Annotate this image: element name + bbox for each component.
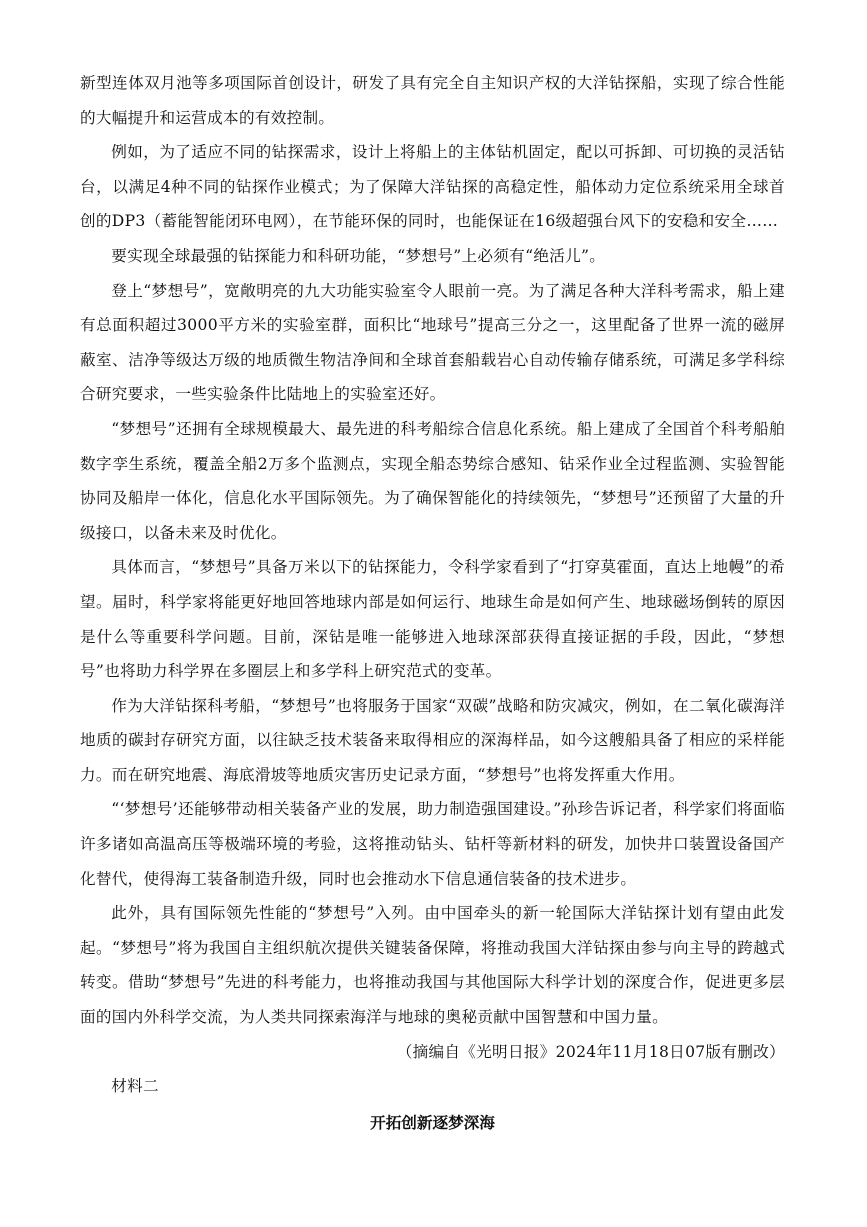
paragraph-9: 此外，具有国际领先性能的“梦想号”入列。由中国牵头的新一轮国际大洋钻探计划有望由此发起。“梦想号”将为我国自主组织航次提供关键装备保障，将推动我国大洋钻探由参与向主导的跨越式转变。借助“梦想号”先进的科考能力，也将推动我国与其他国际大科学计划的深度合作，促进更多层面的国内外科学交流，为人类共同探索海洋与地球的奥秘贡献中国智慧和中国力量。 [80, 904, 785, 1027]
section-title: 开拓创新逐梦深海 [370, 1113, 495, 1132]
paragraph-3: 要实现全球最强的钻探能力和科研功能，“梦想号”上必须有“绝活儿”。 [111, 246, 606, 265]
paragraph-2: 例如，为了适应不同的钻探需求，设计上将船上的主体钻机固定，配以可拆卸、可切换的灵活钻台，以满足4种不同的钻探作业模式；为了保障大洋钻探的高稳定性，船体动力定位系统采用全球首创的DP3（蓄能智能闭环电网），在节能环保的同时，也能保证在16级超强台风下的安稳和安全…… [80, 143, 785, 231]
paragraph-6: 具体而言，“梦想号”具备万米以下的钻探能力，令科学家看到了“打穿莫霍面，直达上地幔”的希望。届时，科学家将能更好地回答地球内部是如何运行、地球生命是如何产生、地球磁场倒转的原因是什么等重要科学问题。目前，深钻是唯一能够进入地球深部获得直接证据的手段，因此，“梦想号”也将助力科学界在多圈层上和多学科上研究范式的变革。 [80, 558, 785, 681]
paragraph-4: 登上“梦想号”，宽敞明亮的九大功能实验室令人眼前一亮。为了满足各种大洋科考需求，船上建有总面积超过3000平方米的实验室群，面积比“地球号”提高三分之一，这里配备了世界一流的磁屏蔽室、洁净等级达万级的地质微生物洁净间和全球首套船载岩心自动传输存储系统，可满足多学科综合研究要求，一些实验条件比陆地上的实验室还好。 [80, 281, 785, 404]
paragraph-8: “‘梦想号’还能够带动相关装备产业的发展，助力制造强国建设。”孙珍告诉记者，科学家们将面临许多诸如高温高压等极端环境的考验，这将推动钻头、钻杆等新材料的研发，加快井口装置设备国产化替代，使得海工装备制造升级，同时也会推动水下信息通信装备的技术进步。 [80, 800, 785, 888]
document-page [80, 66, 785, 1140]
paragraph-7: 作为大洋钻探科考船，“梦想号”也将服务于国家“双碳”战略和防灾减灾，例如，在二氧化碳海洋地质的碳封存研究方面，以往缺乏技术装备来取得相应的深海样品，如今这艘船具备了相应的采样能力。而在研究地震、海底滑坡等地质灾害历史记录方面，“梦想号”也将发挥重大作用。 [80, 696, 785, 784]
material-label: 材料二 [111, 1077, 159, 1096]
paragraph-5: “梦想号”还拥有全球规模最大、最先进的科考船综合信息化系统。船上建成了全国首个科考船舶数字孪生系统，覆盖全船2万多个监测点，实现全船态势综合感知、钻采作业全过程监测、实验智能协同及船岸一体化，信息化水平国际领先。为了确保智能化的持续领先，“梦想号”还预留了大量的升级接口，以备未来及时优化。 [80, 419, 785, 542]
source-citation: （摘编自《光明日报》2024年11月18日07版有删改） [396, 1042, 785, 1061]
paragraph-1: 新型连体双月池等多项国际首创设计，研发了具有完全自主知识产权的大洋钻探船，实现了综合性能的大幅提升和运营成本的有效控制。 [80, 74, 785, 127]
